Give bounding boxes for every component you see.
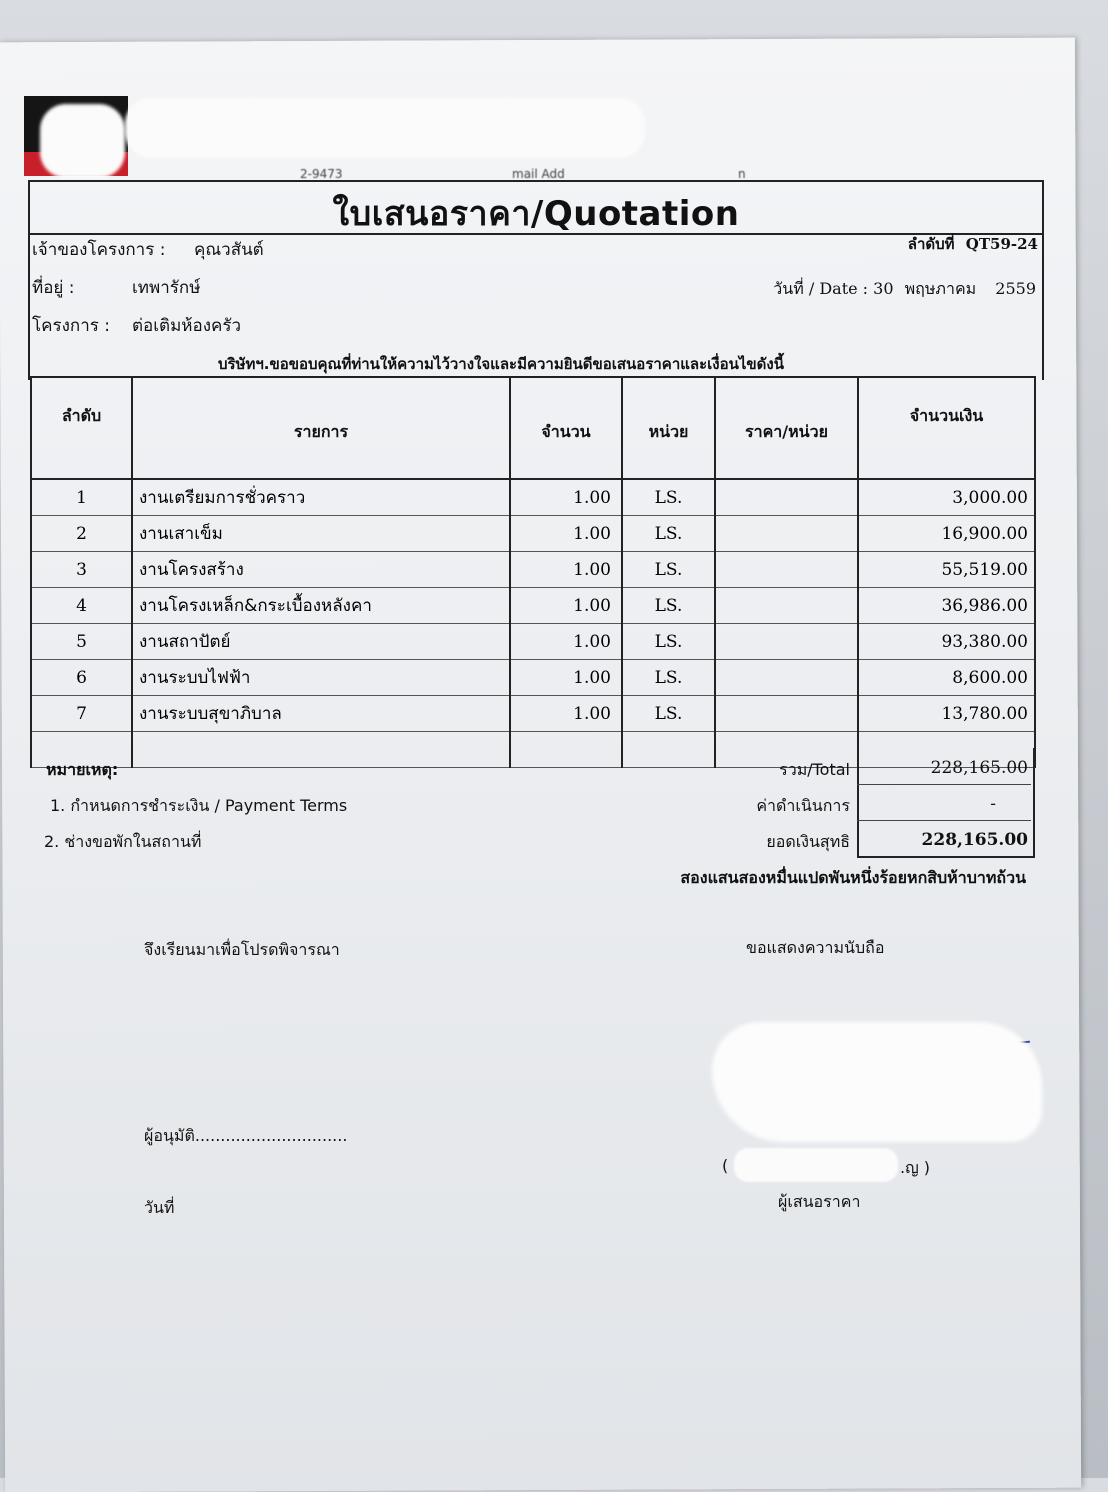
row-description: งานโครงเหล็ก&กระเบื้องหลังคา xyxy=(132,588,510,624)
closing-right: ขอแสดงความนับถือ xyxy=(746,938,885,957)
items-table xyxy=(30,376,1036,768)
header-redaction xyxy=(125,98,645,158)
table-row xyxy=(31,588,1035,624)
project-value: ต่อเติมห้องครัว xyxy=(132,316,242,336)
approval-date-label: วันที่ xyxy=(144,1198,175,1217)
row-unit-price xyxy=(715,516,858,552)
row-quantity: 1.00 xyxy=(510,624,622,660)
signature-redaction xyxy=(712,1022,1042,1142)
row-no: 5 xyxy=(31,624,132,660)
note-item: 2. ช่างขอพักในสถานที่ xyxy=(44,832,202,851)
row-quantity: 1.00 xyxy=(510,588,622,624)
row-amount: 13,780.00 xyxy=(858,696,1035,732)
document-number-label: ลำดับที่ xyxy=(907,235,955,253)
row-unit-price xyxy=(715,624,858,660)
row-quantity: 1.00 xyxy=(510,660,622,696)
totals-divider xyxy=(857,820,1031,821)
intro-text: บริษัทฯ.ขอขอบคุณที่ท่านให้ความไว้วางใจและมีความยินดีขอเสนอราคาและเงื่อนไขดังนี้ xyxy=(218,355,785,373)
signer-name-open: ( xyxy=(722,1156,729,1175)
col-header-quantity: จำนวน xyxy=(510,377,622,479)
fee-label: ค่าดำเนินการ xyxy=(756,796,850,815)
date-year: 2559 xyxy=(995,279,1036,298)
row-unit xyxy=(622,732,715,768)
row-description: งานระบบไฟฟ้า xyxy=(132,660,510,696)
note-item: 1. กำหนดการชำระเงิน / Payment Terms xyxy=(50,796,348,815)
address-value: เทพารักษ์ xyxy=(132,278,201,298)
header-partial-end: n xyxy=(738,167,746,181)
table-row xyxy=(31,660,1035,696)
fee-value: - xyxy=(990,794,996,814)
row-no: 4 xyxy=(31,588,132,624)
row-unit: LS. xyxy=(622,588,715,624)
col-header-unit-price: ราคา/หน่วย xyxy=(715,377,858,479)
signer-name-close: .ญ ) xyxy=(900,1158,931,1177)
row-unit-price xyxy=(715,588,858,624)
row-unit: LS. xyxy=(622,624,715,660)
row-amount: 36,986.00 xyxy=(858,588,1035,624)
total-value: 228,165.00 xyxy=(930,758,1028,778)
row-description: งานเตรียมการชั่วคราว xyxy=(132,479,510,516)
net-label: ยอดเงินสุทธิ xyxy=(766,832,850,851)
row-amount: 93,380.00 xyxy=(858,624,1035,660)
total-label: รวม/Total xyxy=(779,760,850,779)
address-label: ที่อยู่ : xyxy=(32,278,75,298)
col-header-unit: หน่วย xyxy=(622,377,715,479)
closing-left: จึงเรียนมาเพื่อโปรดพิจารณา xyxy=(144,940,340,959)
row-amount: 3,000.00 xyxy=(858,479,1035,516)
amount-in-words: สองแสนสองหมื่นแปดพันหนึ่งร้อยหกสิบห้าบาทถ้วน xyxy=(680,868,1026,887)
table-row xyxy=(31,479,1035,516)
row-description xyxy=(132,732,510,768)
owner-label: เจ้าของโครงการ : xyxy=(32,240,166,260)
title-divider xyxy=(28,233,1042,235)
row-amount: 16,900.00 xyxy=(858,516,1035,552)
document-number-value: QT59-24 xyxy=(965,235,1038,253)
notes-heading: หมายเหตุ: xyxy=(46,760,119,779)
row-no: 3 xyxy=(31,552,132,588)
row-description: งานระบบสุขาภิบาล xyxy=(132,696,510,732)
row-quantity: 1.00 xyxy=(510,479,622,516)
date-month: พฤษภาคม xyxy=(904,279,977,298)
row-amount: 55,519.00 xyxy=(858,552,1035,588)
row-unit: LS. xyxy=(622,479,715,516)
approver-label: ผู้อนุมัติ.............................. xyxy=(144,1126,348,1145)
logo-redaction xyxy=(40,104,125,178)
row-no: 7 xyxy=(31,696,132,732)
col-header-description: รายการ xyxy=(132,377,510,479)
row-description: งานเสาเข็ม xyxy=(132,516,510,552)
row-unit: LS. xyxy=(622,516,715,552)
row-quantity: 1.00 xyxy=(510,552,622,588)
row-description: งานโครงสร้าง xyxy=(132,552,510,588)
signer-role: ผู้เสนอราคา xyxy=(778,1192,861,1211)
row-description: งานสถาปัตย์ xyxy=(132,624,510,660)
row-unit-price xyxy=(715,479,858,516)
row-quantity: 1.00 xyxy=(510,516,622,552)
signer-name-redaction xyxy=(734,1148,898,1182)
document-date xyxy=(773,277,1036,302)
row-no: 2 xyxy=(31,516,132,552)
row-unit: LS. xyxy=(622,660,715,696)
col-header-no: ลำดับ xyxy=(31,377,132,479)
table-row xyxy=(31,516,1035,552)
net-value: 228,165.00 xyxy=(921,830,1028,850)
row-quantity: 1.00 xyxy=(510,696,622,732)
header-partial-phone: 2-9473 xyxy=(300,167,343,181)
table-row xyxy=(31,696,1035,732)
document-title: ใบเสนอราคา/Quotation xyxy=(332,194,740,234)
project-label: โครงการ : xyxy=(32,316,111,336)
row-unit: LS. xyxy=(622,696,715,732)
totals-divider xyxy=(857,784,1031,785)
row-unit-price xyxy=(715,660,858,696)
row-no: 6 xyxy=(31,660,132,696)
document-number xyxy=(908,232,1038,256)
date-label: วันที่ / Date : xyxy=(773,279,869,298)
owner-value: คุณวสันต์ xyxy=(194,240,264,260)
row-unit: LS. xyxy=(622,552,715,588)
header-partial-email: mail Add xyxy=(512,167,565,181)
row-unit-price xyxy=(715,552,858,588)
row-quantity xyxy=(510,732,622,768)
table-header-row xyxy=(31,377,1035,479)
table-row xyxy=(31,552,1035,588)
row-amount: 8,600.00 xyxy=(858,660,1035,696)
row-unit-price xyxy=(715,696,858,732)
table-row xyxy=(31,624,1035,660)
col-header-amount: จำนวนเงิน xyxy=(858,377,1035,479)
date-day: 30 xyxy=(873,279,894,298)
row-no: 1 xyxy=(31,479,132,516)
